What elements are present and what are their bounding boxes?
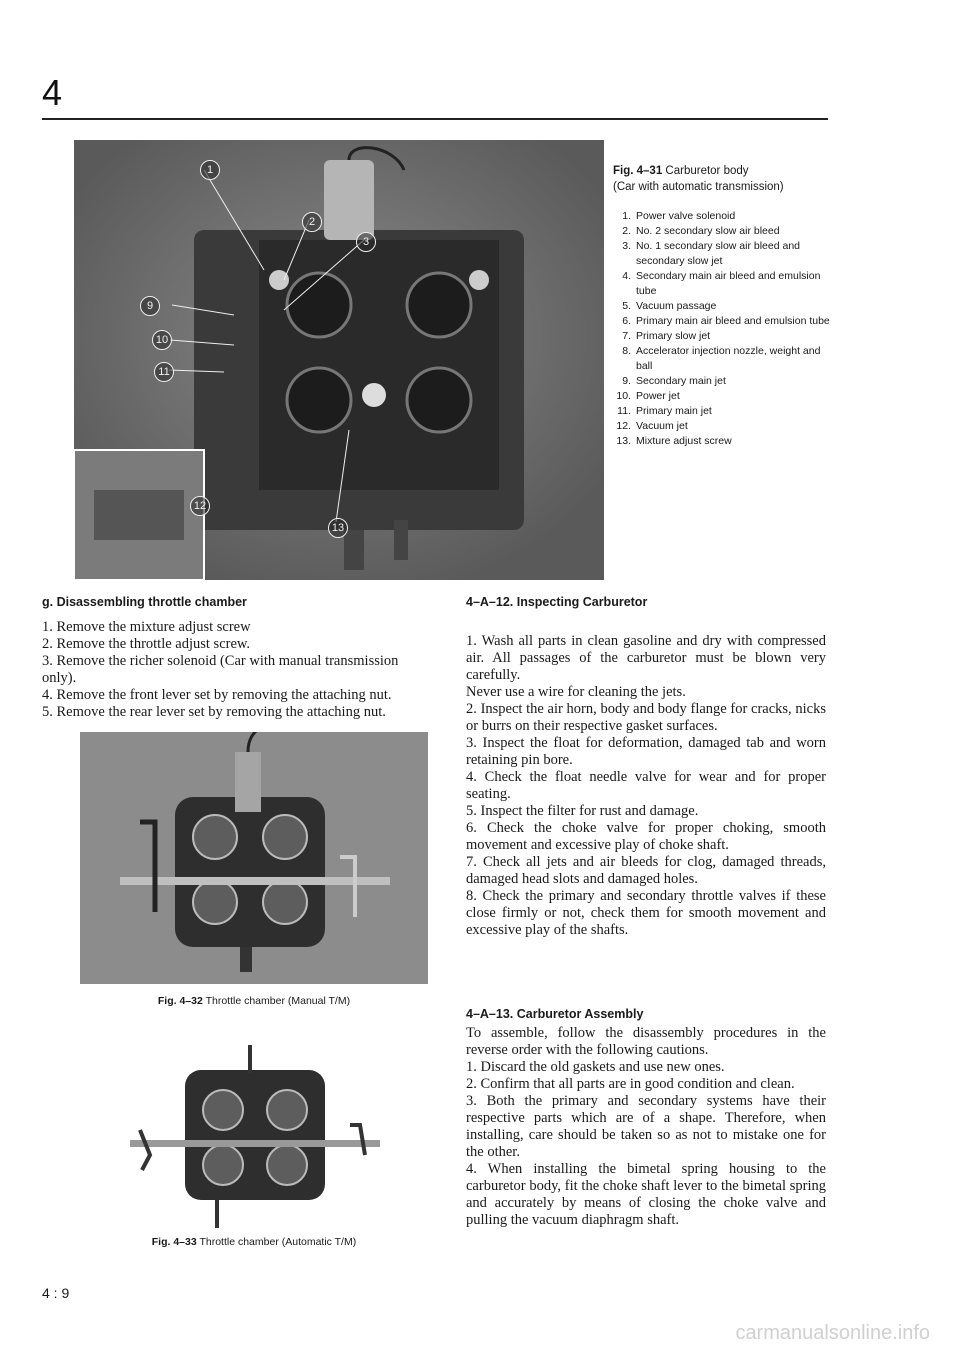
list-item: 13. Mixture adjust screw xyxy=(616,435,732,447)
paragraph: 3. Inspect the float for deformation, damaged tab and worn retaining pin bore. xyxy=(466,735,826,768)
list-item: 9. Secondary main jet xyxy=(622,375,726,387)
throttle-chamber-automatic-illustration xyxy=(80,1030,428,1230)
step: 1. Remove the mixture adjust screw xyxy=(42,619,251,635)
list-item: 12. Vacuum jet xyxy=(616,420,688,432)
paragraph: 6. Check the choke valve for proper choking, smooth movement and excessive play of choke shaft. xyxy=(466,820,826,853)
step: 2. Remove the throttle adjust screw. xyxy=(42,636,251,652)
step: 4. Remove the front lever set by removing the attaching nut. xyxy=(42,687,392,703)
chapter-number: 4 xyxy=(42,72,63,113)
paragraph: 4. When installing the bimetal spring housing to the carburetor body, fit the choke shaft lever to the bimetal spring and accurately by means of closing the choke valve and pulling the vacuum diaphragm shaft. xyxy=(466,1161,826,1228)
step: 5. Remove the rear lever set by removing the attaching nut. xyxy=(42,704,386,720)
list-item: 11. Primary main jet xyxy=(617,405,712,417)
carburetor-body-photo xyxy=(74,140,604,580)
list-item: 1. Power valve solenoid xyxy=(622,210,736,222)
fig-32-number: Fig. 4–32 xyxy=(157,995,203,1007)
paragraph: 2. Inspect the air horn, body and body flange for cracks, nicks or burrs on their respective gasket surfaces. xyxy=(466,701,826,734)
list-item: 4. Secondary main air bleed and emulsion tube xyxy=(622,270,821,297)
paragraph: 2. Confirm that all parts are in good condition and clean. xyxy=(466,1076,795,1092)
fig-33-caption-text: Throttle chamber (Automatic T/M) xyxy=(199,1236,357,1248)
callout-10: 10 xyxy=(152,330,172,350)
section-heading: g. Disassembling throttle chamber xyxy=(42,595,247,609)
list-item: 5. Vacuum passage xyxy=(622,300,717,312)
fig-33-caption xyxy=(80,1236,428,1248)
paragraph: 8. Check the primary and secondary throttle valves if these close firmly or not, check them for smooth movement and excessive play of the shafts. xyxy=(466,888,826,938)
list-item: 7. Primary slow jet xyxy=(622,330,711,342)
callout-2: 2 xyxy=(302,212,322,232)
list-item: 3. No. 1 secondary slow air bleed and secondary slow jet xyxy=(622,240,801,267)
watermark: carmanualsonline.info xyxy=(735,1322,930,1344)
page-number: 4 : 9 xyxy=(42,1285,70,1301)
step: 3. Remove the richer solenoid (Car with manual transmission only). xyxy=(42,653,399,686)
callout-3: 3 xyxy=(356,232,376,252)
paragraph: 1. Wash all parts in clean gasoline and dry with compressed air. All passages of the carburetor must be blown very carefully. xyxy=(466,633,826,683)
fig-31-title: Carburetor body xyxy=(665,165,749,177)
paragraph: 4. Check the float needle valve for wear and for proper seating. xyxy=(466,769,826,802)
callout-9: 9 xyxy=(140,296,160,316)
throttle-chamber-manual-illustration xyxy=(80,732,428,984)
list-item: 2. No. 2 secondary slow air bleed xyxy=(622,225,780,237)
section-heading: 4–A–13. Carburetor Assembly xyxy=(466,1007,644,1021)
paragraph: 3. Both the primary and secondary systems have their respective parts which are of a shape. Therefore, when installing, care should be taken so as not to mistake one for the other. xyxy=(466,1093,826,1160)
section-disassembling-throttle-chamber xyxy=(42,594,434,721)
callout-13: 13 xyxy=(328,518,348,538)
list-item: 8. Accelerator injection nozzle, weight and ball xyxy=(622,345,821,372)
callout-12: 12 xyxy=(190,496,210,516)
list-item: 10. Power jet xyxy=(616,390,680,402)
header-rule xyxy=(42,118,828,120)
paragraph: 7. Check all jets and air bleeds for clog, damaged threads, damaged head slots and damaged holes. xyxy=(466,854,826,887)
section-carburetor-assembly xyxy=(466,1006,826,1229)
section-inspecting-carburetor xyxy=(466,594,826,939)
throttle-chamber-automatic-photo xyxy=(80,1030,428,1230)
fig-32-caption xyxy=(80,995,428,1007)
section-heading: 4–A–12. Inspecting Carburetor xyxy=(466,595,648,609)
list-item: 6. Primary main air bleed and emulsion tube xyxy=(622,315,830,327)
throttle-chamber-manual-photo xyxy=(80,732,428,984)
carburetor-body-illustration xyxy=(74,140,604,580)
paragraph: 5. Inspect the filter for rust and damage. xyxy=(466,803,699,819)
callout-1: 1 xyxy=(200,160,220,180)
fig-31-subtitle: (Car with automatic transmission) xyxy=(613,181,784,193)
fig-31-caption xyxy=(613,163,833,449)
paragraph: 1. Discard the old gaskets and use new ones. xyxy=(466,1059,725,1075)
fig-33-number: Fig. 4–33 xyxy=(151,1236,197,1248)
paragraph: To assemble, follow the disassembly procedures in the reverse order with the following cautions. xyxy=(466,1025,826,1058)
paragraph: Never use a wire for cleaning the jets. xyxy=(466,684,686,700)
fig-31-parts-list xyxy=(613,209,833,449)
callout-11: 11 xyxy=(154,362,174,382)
fig-32-caption-text: Throttle chamber (Manual T/M) xyxy=(205,995,351,1007)
fig-31-number: Fig. 4–31 xyxy=(613,165,663,177)
